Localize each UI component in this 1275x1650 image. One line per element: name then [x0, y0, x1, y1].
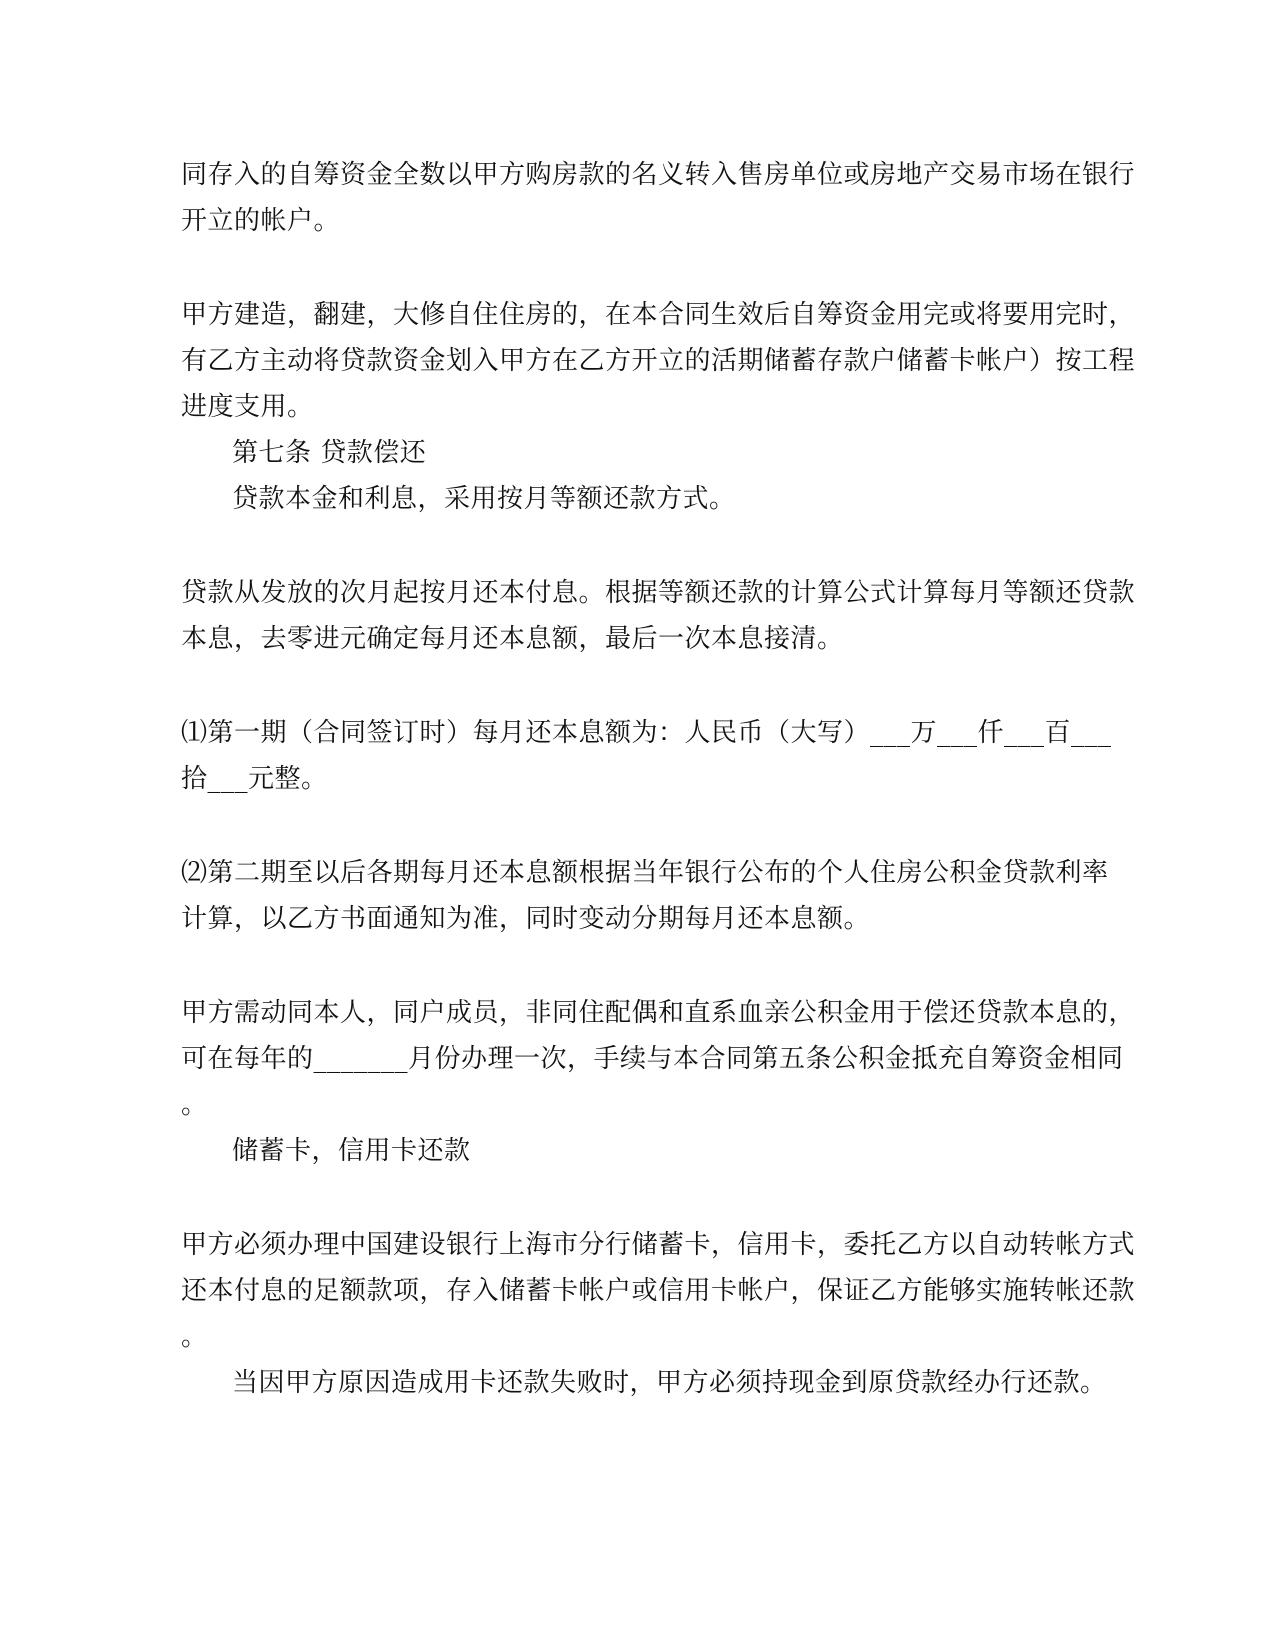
paragraph-line: 贷款从发放的次月起按月还本付息。根据等额还款的计算公式计算每月等额还贷款 — [181, 578, 1136, 608]
paragraph-line: 计算，以乙方书面通知为准，同时变动分期每月还本息额。 — [181, 904, 871, 934]
paragraph-line: 本息，去零进元确定每月还本息额，最后一次本息接清。 — [181, 624, 844, 654]
paragraph-line: 有乙方主动将贷款资金划入甲方在乙方开立的活期储蓄存款户储蓄卡帐户）按工程 — [181, 346, 1136, 376]
paragraph-line: 开立的帐户。 — [181, 206, 341, 236]
paragraph-line: ⑵第二期至以后各期每月还本息额根据当年银行公布的个人住房公积金贷款利率 — [181, 858, 1109, 888]
paragraph-line: 进度支用。 — [181, 392, 314, 422]
paragraph-line: 。 — [181, 1090, 208, 1120]
paragraph-line: ⑴第一期（合同签订时）每月还本息额为：人民币（大写）___万___仟___百___ — [181, 718, 1112, 748]
paragraph-line: 拾___元整。 — [181, 764, 328, 794]
paragraph-line: 甲方需动同本人，同户成员，非同住配偶和直系血亲公积金用于偿还贷款本息的， — [181, 998, 1136, 1028]
paragraph-line: 还本付息的足额款项，存入储蓄卡帐户或信用卡帐户，保证乙方能够实施转帐还款 — [181, 1276, 1136, 1306]
section-heading: 第七条 贷款偿还 — [232, 438, 427, 468]
paragraph-line: 。 — [181, 1322, 208, 1352]
paragraph-line: 当因甲方原因造成用卡还款失败时，甲方必须持现金到原贷款经办行还款。 — [232, 1368, 1107, 1398]
paragraph-line: 贷款本金和利息，采用按月等额还款方式。 — [232, 484, 736, 514]
paragraph-line: 可在每年的_______月份办理一次，手续与本合同第五条公积金抵充自筹资金相同 — [181, 1044, 1124, 1074]
paragraph-line: 甲方必须办理中国建设银行上海市分行储蓄卡，信用卡，委托乙方以自动转帐方式 — [181, 1230, 1136, 1260]
section-heading: 储蓄卡，信用卡还款 — [232, 1136, 471, 1166]
paragraph-line: 甲方建造，翻建，大修自住住房的，在本合同生效后自筹资金用完或将要用完时， — [181, 300, 1136, 330]
paragraph-line: 同存入的自筹资金全数以甲方购房款的名义转入售房单位或房地产交易市场在银行 — [181, 160, 1136, 190]
